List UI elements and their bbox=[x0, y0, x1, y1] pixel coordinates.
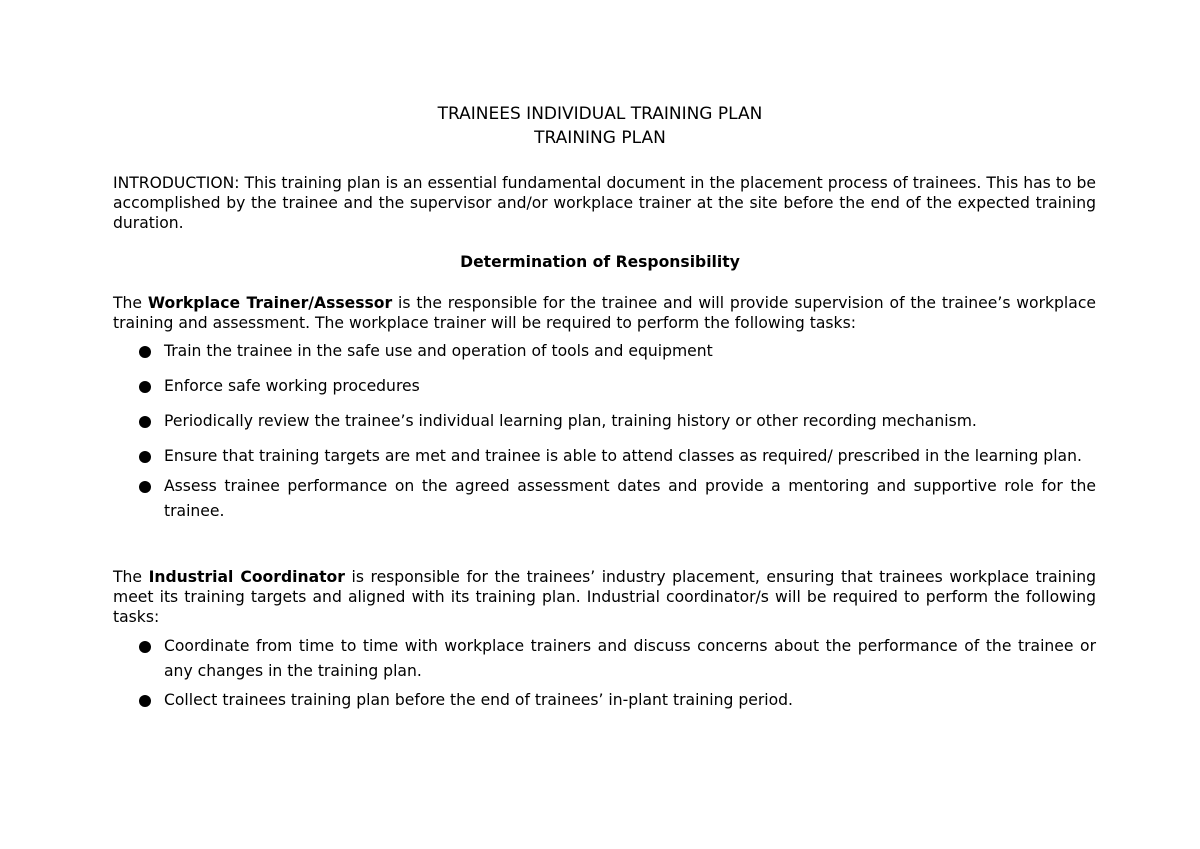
industrial-coordinator-role: Industrial Coordinator bbox=[148, 568, 345, 586]
industrial-coordinator-prefix: The bbox=[113, 568, 149, 586]
industrial-coordinator-text: is responsible for the trainees’ industry placement, ensuring that trainees workplace training meet its training targets and aligned with its training plan. Industrial coordinator/s will be required to perform the following tasks: bbox=[113, 568, 1096, 626]
document-subtitle: TRAINING PLAN bbox=[534, 128, 666, 148]
list-item bbox=[138, 474, 1096, 524]
task-text: Assess trainee performance on the agreed assessment dates and provide a mentoring and supportive role for the trainee. bbox=[164, 477, 1096, 520]
task-text: Coordinate from time to time with workplace trainers and discuss concerns about the performance of the trainee or any changes in the training plan. bbox=[164, 637, 1096, 680]
bullet-icon bbox=[139, 481, 151, 493]
introduction-label: INTRODUCTION: bbox=[113, 174, 240, 192]
task-text: Train the trainee in the safe use and operation of tools and equipment bbox=[164, 342, 713, 360]
workplace-trainer-task-list bbox=[138, 339, 1096, 529]
industrial-coordinator-task-list bbox=[138, 634, 1096, 717]
task-text: Ensure that training targets are met and trainee is able to attend classes as required/ prescribed in the learning plan. bbox=[164, 447, 1082, 465]
workplace-trainer-text: is the responsible for the trainee and will provide supervision of the trainee’s workplace training and assessment. The workplace trainer will be required to perform the following tasks: bbox=[113, 294, 1096, 332]
introduction-text: This training plan is an essential fundamental document in the placement process of trainees. This has to be accomplished by the trainee and the supervisor and/or workplace trainer at the site before the end of the expected training duration. bbox=[113, 174, 1096, 232]
bullet-icon bbox=[139, 381, 151, 393]
list-item bbox=[138, 409, 1096, 434]
section-heading: Determination of Responsibility bbox=[460, 253, 740, 271]
bullet-icon bbox=[139, 416, 151, 428]
document-title: TRAINEES INDIVIDUAL TRAINING PLAN bbox=[437, 104, 763, 124]
task-text: Periodically review the trainee’s individual learning plan, training history or other recording mechanism. bbox=[164, 412, 977, 430]
list-item bbox=[138, 634, 1096, 684]
bullet-icon bbox=[139, 346, 151, 358]
introduction-paragraph bbox=[113, 173, 1096, 233]
industrial-coordinator-paragraph bbox=[113, 567, 1096, 627]
task-text: Collect trainees training plan before the end of trainees’ in-plant training period. bbox=[164, 691, 794, 709]
bullet-icon bbox=[139, 695, 151, 707]
list-item bbox=[138, 444, 1096, 469]
list-item bbox=[138, 374, 1096, 399]
workplace-trainer-role: Workplace Trainer/Assessor bbox=[147, 294, 393, 312]
list-item bbox=[138, 339, 1096, 364]
workplace-trainer-prefix: The bbox=[113, 294, 148, 312]
bullet-icon bbox=[139, 641, 151, 653]
workplace-trainer-paragraph bbox=[113, 293, 1096, 333]
bullet-icon bbox=[139, 451, 151, 463]
list-item bbox=[138, 688, 1096, 713]
task-text: Enforce safe working procedures bbox=[164, 377, 420, 395]
